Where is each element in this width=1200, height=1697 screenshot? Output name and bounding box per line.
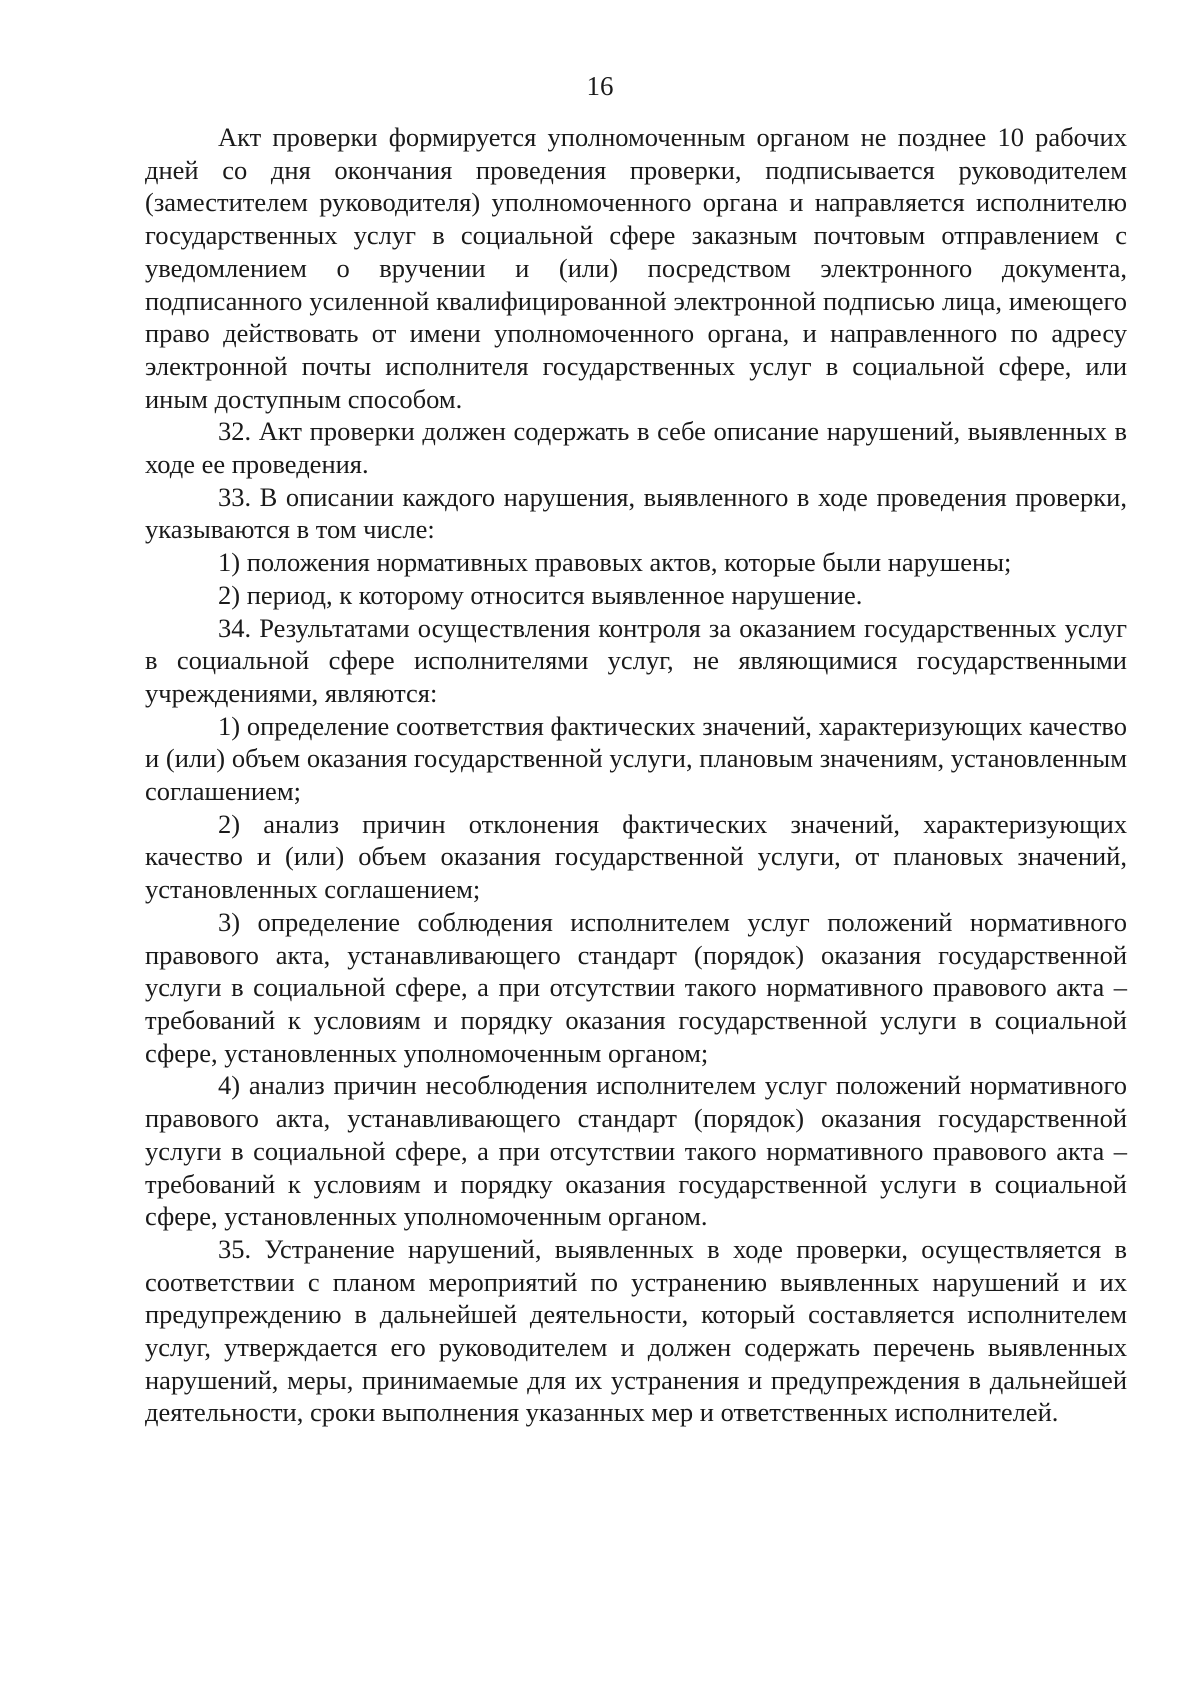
- paragraph-34: 34. Результатами осуществления контроля за оказанием государственных услуг в социальной сфере исполнителями услуг, не являющимися государственными учреждениями, являются:: [145, 612, 1127, 708]
- paragraph-33: 33. В описании каждого нарушения, выявленного в ходе проведения проверки, указываются в том числе:: [145, 481, 1127, 545]
- paragraph-act-formation: Акт проверки формируется уполномоченным органом не позднее 10 рабочих дней со дня окончания проведения проверки, подписывается руководителем (заместителем руководителя) уполномоченного органа и направляется исполнителю государственных услуг в социальной сфере заказным почтовым отправлением с уведомлением о вручении и (или) посредством электронного документа, подписанного усиленной квалифицированной электронной подписью лица, имеющего право действовать от имени уполномоченного органа, и направленного по адресу электронной почты исполнителя государственных услуг в социальной сфере, или иным доступным способом.: [145, 122, 1127, 414]
- paragraph-34-item-2: 2) анализ причин отклонения фактических значений, характеризующих качество и (или) объем оказания государственной услуги, от плановых значений, установленных соглашением;: [145, 808, 1127, 905]
- paragraph-32: 32. Акт проверки должен содержать в себе описание нарушений, выявленных в ходе ее проведения.: [145, 416, 1127, 480]
- page-number: 16: [586, 71, 614, 101]
- paragraph-34-item-4: 4) анализ причин несоблюдения исполнителем услуг положений нормативного правового акта, устанавливающего стандарт (порядок) оказания государственной услуги в социальной сфере, а при отсутствии такого нормативного правового акта – требований к условиям и порядку оказания государственной услуги в социальной сфере, установленных уполномоченным органом.: [145, 1070, 1127, 1232]
- document-body: [145, 121, 1127, 1429]
- paragraph-35: 35. Устранение нарушений, выявленных в ходе проверки, осуществляется в соответствии с планом мероприятий по устранению выявленных нарушений и их предупреждению в дальнейшей деятельности, который составляется исполнителем услуг, утверждается его руководителем и должен содержать перечень выявленных нарушений, меры, принимаемые для их устранения и предупреждения в дальнейшей деятельности, сроки выполнения указанных мер и ответственных исполнителей.: [145, 1233, 1127, 1428]
- paragraph-33-item-1: 1) положения нормативных правовых актов, которые были нарушены;: [218, 547, 1012, 578]
- paragraph-34-item-3: 3) определение соблюдения исполнителем услуг положений нормативного правового акта, устанавливающего стандарт (порядок) оказания государственной услуги в социальной сфере, а при отсутствии такого нормативного правового акта – требований к условиям и порядку оказания государственной услуги в социальной сфере, установленных уполномоченным органом;: [145, 906, 1127, 1068]
- paragraph-33-item-2: 2) период, к которому относится выявленное нарушение.: [218, 579, 863, 610]
- paragraph-34-item-1: 1) определение соответствия фактических значений, характеризующих качество и (или) объем оказания государственной услуги, плановым значениям, установленным соглашением;: [145, 710, 1127, 807]
